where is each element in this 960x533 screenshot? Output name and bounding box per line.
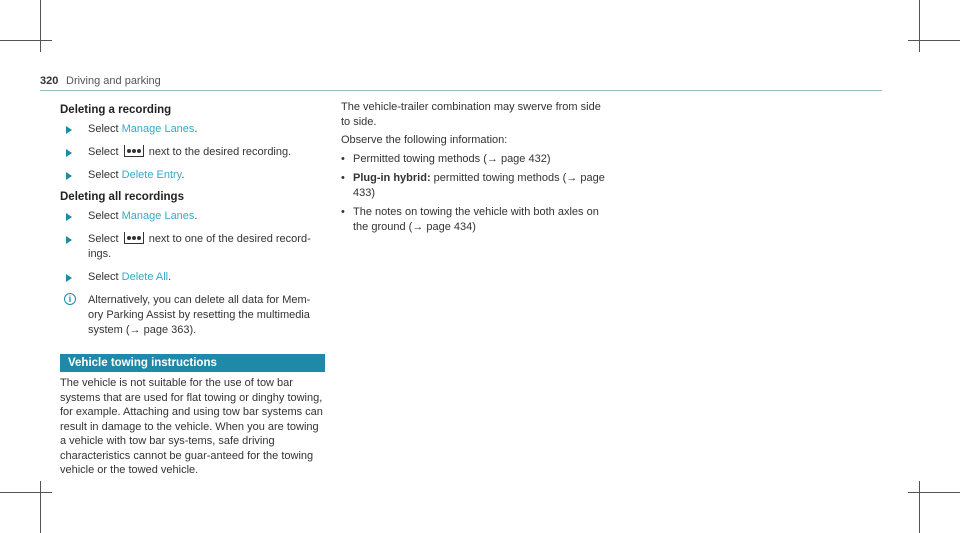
step-text: Select — [88, 271, 122, 283]
info-note — [60, 293, 325, 338]
step-text: Select — [88, 210, 122, 222]
section-title-bar: Vehicle towing instructions — [60, 354, 325, 372]
more-dots-icon — [124, 145, 144, 157]
left-column — [60, 100, 325, 478]
step-text: . — [194, 210, 198, 222]
arrow-right-icon — [66, 126, 72, 134]
section-paragraph: The vehicle is not suitable for the use of tow bar systems that are used for flat towing or dinghy towing, for example. Attaching and using tow bar systems can result in damage to the vehicle. When you are towing a vehicle with tow bar sys-tems, safe driving characteristics cannot be guar-anteed for the towing vehicle or the towed vehicle. — [60, 377, 323, 476]
heading-deleting-recording: Deleting a recording — [60, 104, 172, 116]
paragraph: The vehicle-trailer combination may swerve from side to side. — [341, 101, 601, 128]
list-item-text: The notes on towing the vehicle with both axles on the ground (→ page 434) — [353, 205, 599, 233]
menu-item-delete-all: Delete All — [121, 271, 169, 283]
list-item-label: Plug-in hybrid: — [353, 171, 431, 184]
running-title: Driving and parking — [66, 75, 161, 87]
step-item — [60, 232, 325, 262]
step-item — [60, 209, 325, 224]
crop-mark — [919, 481, 920, 533]
list-item-text: Permitted towing methods (→ page 432) — [353, 152, 551, 165]
info-icon: i — [64, 293, 76, 305]
arrow-right-icon — [66, 236, 72, 244]
step-text: . — [168, 271, 172, 283]
crop-mark — [40, 481, 41, 533]
step-text: next to the desired recording. — [145, 146, 292, 158]
page-header — [40, 75, 882, 89]
step-text: next to one of the desired record-ings. — [88, 233, 311, 260]
menu-item-delete-entry: Delete Entry — [121, 169, 182, 181]
right-column — [341, 100, 606, 239]
step-text: Select — [88, 233, 122, 245]
step-text: . — [181, 169, 185, 181]
list-item — [341, 171, 606, 201]
step-item — [60, 270, 325, 285]
more-dots-icon — [124, 232, 144, 244]
step-item — [60, 122, 325, 137]
crop-mark — [0, 492, 52, 493]
list-item-text: permitted towing methods (→ page 433) — [353, 171, 605, 199]
crop-mark — [40, 0, 41, 52]
step-text: . — [194, 123, 198, 135]
crop-mark — [919, 0, 920, 52]
header-divider — [40, 90, 882, 91]
step-text: Select — [88, 123, 122, 135]
menu-item-manage-lanes: Manage Lanes — [121, 123, 195, 135]
heading-deleting-all-recordings: Deleting all recordings — [60, 191, 184, 203]
arrow-right-icon — [66, 213, 72, 221]
arrow-right-icon — [66, 172, 72, 180]
bullet-list — [341, 152, 606, 235]
step-text: Select — [88, 169, 122, 181]
step-text: Select — [88, 146, 122, 158]
arrow-right-icon — [66, 274, 72, 282]
crop-mark — [908, 492, 960, 493]
crop-mark — [908, 40, 960, 41]
step-item — [60, 145, 325, 160]
arrow-right-icon — [66, 149, 72, 157]
crop-mark — [0, 40, 52, 41]
note-text: Alternatively, you can delete all data for Mem-ory Parking Assist by resetting the multimedia system (→ page 363). — [88, 294, 311, 336]
menu-item-manage-lanes: Manage Lanes — [121, 210, 195, 222]
list-item — [341, 205, 606, 235]
list-item — [341, 152, 606, 167]
paragraph: Observe the following information: — [341, 134, 508, 146]
page-number: 320 — [40, 75, 59, 87]
step-item — [60, 168, 325, 183]
